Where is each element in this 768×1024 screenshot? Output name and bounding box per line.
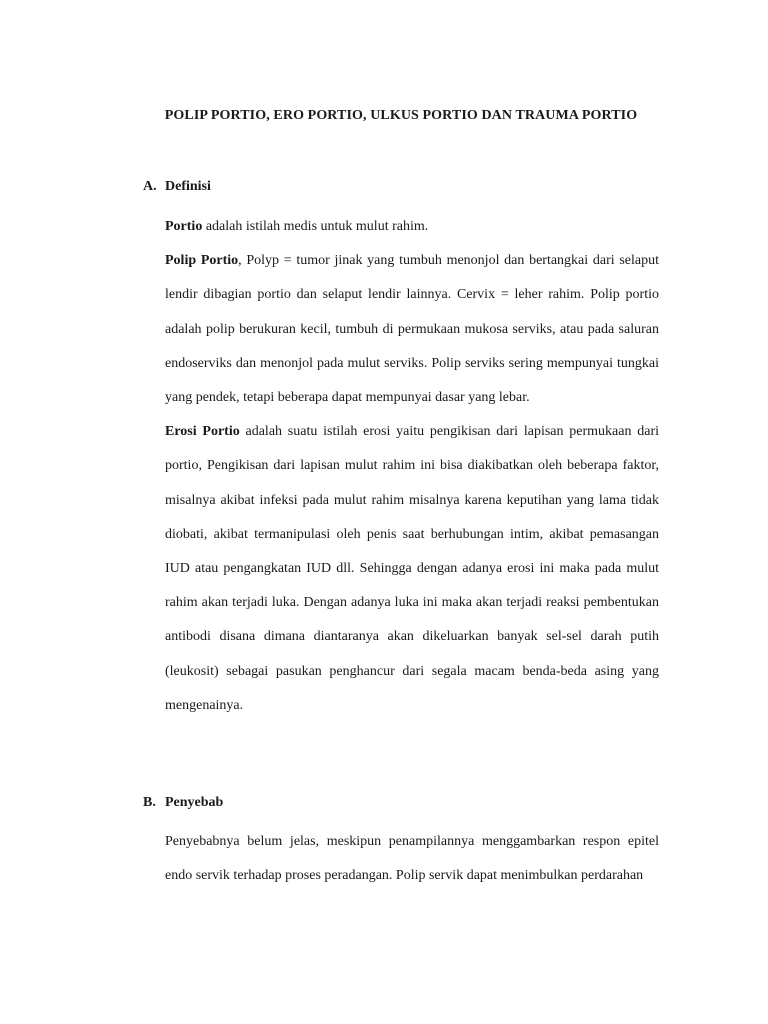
paragraph-text: , Polyp = tumor jinak yang tumbuh menonjol dan bertangkai dari selaput lendir dibagian portio dan selaput lendir lainnya. Cervix = leher rahim. Polip portio adalah polip berukuran kecil, tumbuh di permukaan mukosa serviks, atau pada saluran endoserviks dan menonjol pada mulut serviks. Polip serviks sering mempunyai tungkai yang pendek, tetapi beberapa dapat mempunyai dasar yang lebar.: [165, 253, 659, 406]
section-penyebab: [143, 793, 663, 893]
section-body: [165, 825, 659, 893]
section-letter: A.: [143, 179, 157, 194]
term-erosi-portio: Erosi Portio: [165, 424, 240, 440]
section-heading-text: Definisi: [165, 179, 211, 194]
paragraph-erosi-portio: [165, 415, 659, 723]
section-heading: [143, 793, 663, 813]
section-heading: [143, 177, 663, 197]
term-polip-portio: Polip Portio: [165, 253, 239, 269]
paragraph-text: Penyebabnya belum jelas, meskipun penampilannya menggambarkan respon epitel endo servik terhadap proses peradangan. Polip servik dapat menimbulkan perdarahan: [165, 834, 659, 884]
paragraph-text: adalah suatu istilah erosi yaitu pengikisan dari lapisan permukaan dari portio, Pengikisan dari lapisan mulut rahim ini bisa diakibatkan oleh beberapa faktor, misalnya akibat infeksi pada mulut rahim misalnya karena keputihan yang lama tidak diobati, akibat termanipulasi oleh penis saat berhubungan intim, akibat pemasangan IUD atau pengangkatan IUD dll. Sehingga dengan adanya erosi ini maka pada mulut rahim akan terjadi luka. Dengan adanya luka ini maka akan terjadi reaksi pembentukan antibodi disana dimana diantaranya akan dikeluarkan banyak sel-sel darah putih (leukosit) sebagai pasukan penghancur dari segala macam benda-beda asing yang mengenainya.: [165, 424, 659, 713]
term-portio: Portio: [165, 219, 203, 234]
section-heading-text: Penyebab: [165, 795, 224, 810]
paragraph-polip-portio: [165, 244, 659, 415]
section-definisi: [143, 177, 663, 723]
paragraph-portio: [165, 210, 659, 244]
paragraph-penyebab: [165, 825, 659, 893]
document-title: POLIP PORTIO, ERO PORTIO, ULKUS PORTIO DAN TRAUMA PORTIO: [164, 108, 638, 123]
section-letter: B.: [143, 795, 156, 810]
paragraph-text: adalah istilah medis untuk mulut rahim.: [202, 219, 429, 234]
section-body: [165, 210, 659, 723]
